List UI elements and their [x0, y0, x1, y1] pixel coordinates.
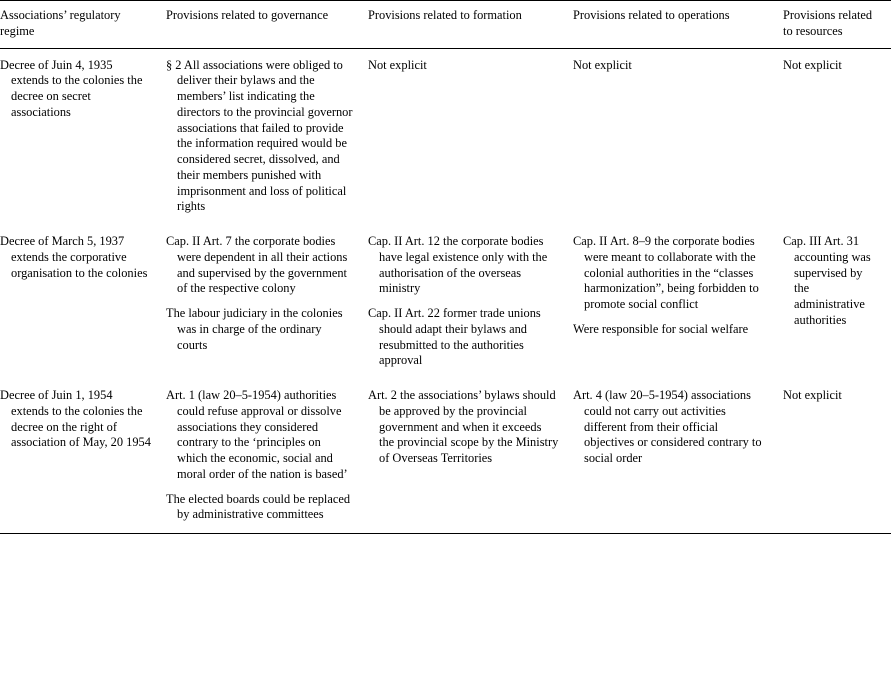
- cell-regime: [0, 379, 166, 534]
- column-header-formation: Provisions related to formation: [368, 8, 522, 22]
- cell-formation: [368, 379, 573, 534]
- column-header-resources: Provisions related to resources: [783, 8, 873, 38]
- cell-paragraph: Cap. II Art. 12 the corporate bodies have legal existence only with the authorisation of the overseas ministry: [368, 234, 548, 296]
- cell-paragraph: Cap. II Art. 7 the corporate bodies were dependent in all their actions and supervised by the government of the respective colony: [166, 234, 348, 296]
- cell-formation: [368, 48, 573, 225]
- cell-paragraph: Cap. II Art. 22 former trade unions should adapt their bylaws and resubmitted to the authorities approval: [368, 306, 541, 368]
- cell-paragraph: Were responsible for social welfare: [573, 321, 749, 336]
- cell-paragraph: Decree of March 5, 1937 extends the corporative organisation to the colonies: [0, 234, 148, 280]
- cell-formation: [368, 225, 573, 379]
- cell-regime: [0, 48, 166, 225]
- table-row: [0, 379, 891, 534]
- cell-paragraph: Cap. III Art. 31 accounting was supervised by the administrative authorities: [783, 234, 871, 327]
- cell-operations: [573, 379, 783, 534]
- table-row: [0, 48, 891, 225]
- cell-paragraph: The labour judiciary in the colonies was in charge of the ordinary courts: [166, 306, 343, 352]
- cell-paragraph: Decree of Juin 1, 1954 extends to the colonies the decree on the right of association of May, 20 1954: [0, 388, 151, 450]
- cell-governance: [166, 48, 368, 225]
- cell-paragraph: Cap. II Art. 8–9 the corporate bodies were meant to collaborate with the colonial authorities in the “classes harmonization”, being forbidden to promote social conflict: [573, 234, 759, 311]
- cell-paragraph: § 2 All associations were obliged to deliver their bylaws and the members’ list indicating the directors to the provincial governor associations that failed to provide the information required would be considered secret, dissolved, and their members punished with imprisonment and loss of political rights: [166, 57, 353, 214]
- cell-paragraph: Not explicit: [573, 57, 632, 72]
- table-body: [0, 48, 891, 534]
- table-header-row: [0, 1, 891, 49]
- cell-paragraph: Not explicit: [783, 388, 842, 402]
- cell-resources: [783, 225, 891, 379]
- column-header-regime: Associations’ regulatory regime: [0, 8, 121, 38]
- cell-paragraph: Decree of Juin 4, 1935 extends to the colonies the decree on secret associations: [0, 57, 143, 119]
- column-header-governance: Provisions related to governance: [166, 8, 329, 22]
- cell-paragraph: The elected boards could be replaced by administrative committees: [166, 491, 351, 522]
- cell-paragraph: Art. 2 the associations’ bylaws should be approved by the provincial government and when it exceeds the provincial scope by the Ministry of Overseas Territories: [368, 388, 559, 465]
- cell-paragraph: Art. 4 (law 20–5-1954) associations could not carry out activities different from their official objectives or considered contrary to social order: [573, 388, 762, 465]
- cell-operations: [573, 225, 783, 379]
- table-header: [0, 1, 891, 49]
- table-row: [0, 225, 891, 379]
- column-header-operations: Provisions related to operations: [573, 8, 730, 22]
- cell-operations: [573, 48, 783, 225]
- cell-resources: [783, 379, 891, 534]
- cell-paragraph: Not explicit: [368, 57, 427, 72]
- cell-governance: [166, 225, 368, 379]
- cell-governance: [166, 379, 368, 534]
- cell-paragraph: Not explicit: [783, 57, 842, 72]
- cell-resources: [783, 48, 891, 225]
- cell-paragraph: Art. 1 (law 20–5-1954) authorities could refuse approval or dissolve associations they considered contrary to the ‘principles on which the economic, social and moral order of the nation is based’: [166, 388, 348, 481]
- cell-regime: [0, 225, 166, 379]
